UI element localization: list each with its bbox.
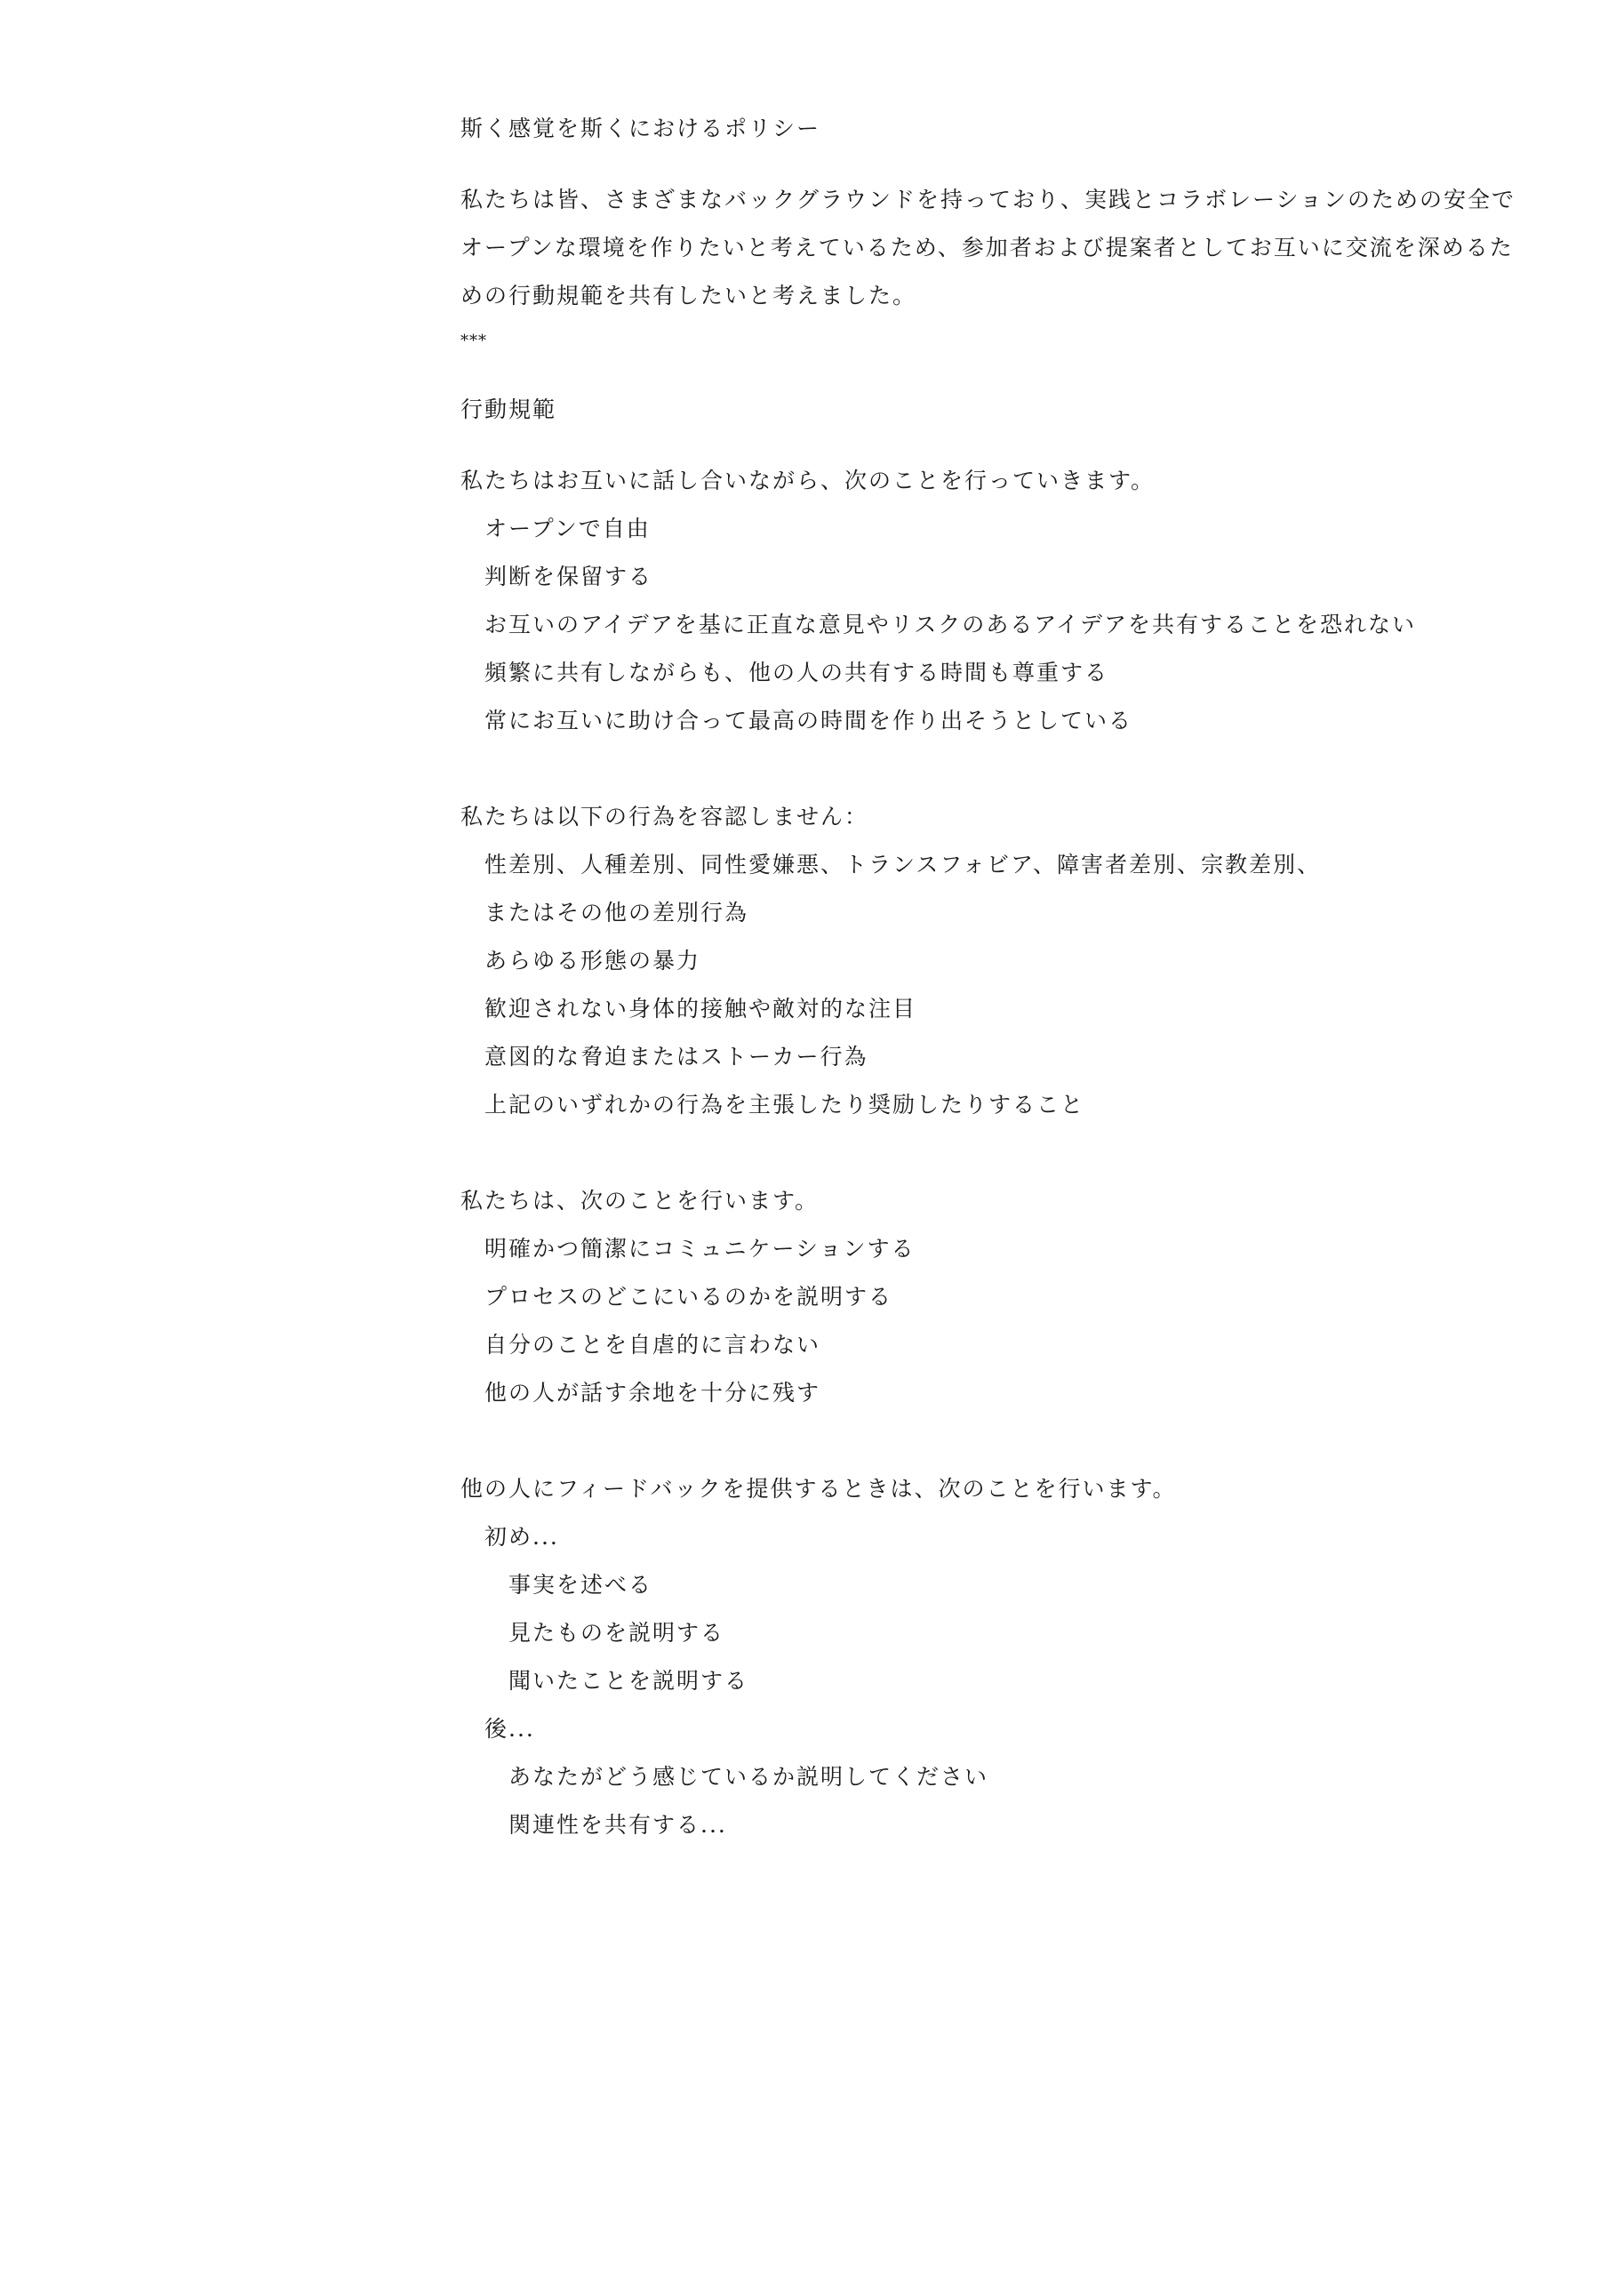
intro-line-1: 私たちは皆、さまざまなバックグラウンドを持っており、実践とコラボレーションのための安全で <box>460 187 1516 212</box>
section2-item: 性差別、人種差別、同性愛嫌悪、トランスフォビア、障害者差別、宗教差別、 <box>484 852 1322 878</box>
section1-item: 常にお互いに助け合って最高の時間を作り出そうとしている <box>484 708 1133 733</box>
section3-item: 他の人が話す余地を十分に残す <box>484 1380 821 1406</box>
section4-lead: 他の人にフィードバックを提供するときは、次のことを行います。 <box>460 1476 1177 1502</box>
first-item: 見たものを説明する <box>508 1620 725 1646</box>
first-item: 聞いたことを説明する <box>508 1668 749 1694</box>
section3-item: 自分のことを自虐的に言わない <box>484 1332 821 1358</box>
after-item: あなたがどう感じているか説明してください <box>508 1764 989 1790</box>
spacer <box>460 363 1527 386</box>
section2-item: あらゆる形態の暴力 <box>484 948 701 974</box>
section1-item: お互いのアイデアを基に正直な意見やリスクのあるアイデアを共有することを恐れない <box>484 612 1417 637</box>
section3-lead: 私たちは、次のことを行います。 <box>460 1188 820 1214</box>
section2-item: 歓迎されない身体的接触や敵対的な注目 <box>484 996 917 1022</box>
section-heading: 行動規範 <box>460 397 557 422</box>
spacer <box>460 434 1527 457</box>
first-label: 初め... <box>484 1524 559 1550</box>
spacer <box>460 1129 1527 1177</box>
section1-lead: 私たちはお互いに話し合いながら、次のことを行っていきます。 <box>460 468 1156 493</box>
section2-item: 上記のいずれかの行為を主張したり奨励したりすること <box>484 1092 1085 1118</box>
document-page <box>460 105 1527 1849</box>
section2-item: またはその他の差別行為 <box>484 900 749 926</box>
section2-lead: 私たちは以下の行為を容認しません： <box>460 804 869 829</box>
section1-item: 頻繁に共有しながらも、他の人の共有する時間も尊重する <box>484 660 1109 685</box>
section1-item: オープンで自由 <box>484 516 651 541</box>
spacer <box>460 153 1527 176</box>
first-item: 事実を述べる <box>508 1572 653 1598</box>
separator: *** <box>460 332 487 350</box>
section1-item: 判断を保留する <box>484 564 653 589</box>
section3-item: 明確かつ簡潔にコミュニケーションする <box>484 1236 916 1262</box>
section3-item: プロセスのどこにいるのかを説明する <box>484 1284 893 1310</box>
document-title: 斯く感覚を斯くにおけるポリシー <box>460 116 821 141</box>
intro-line-3: めの行動規範を共有したいと考えました。 <box>460 283 917 309</box>
section2-item: 意図的な脅迫またはストーカー行為 <box>484 1044 868 1070</box>
spacer <box>460 1417 1527 1465</box>
after-item: 関連性を共有する... <box>508 1812 727 1838</box>
intro-line-2: オープンな環境を作りたいと考えているため、参加者および提案者としてお互いに交流を深めるた <box>460 235 1514 260</box>
after-label: 後... <box>484 1716 535 1742</box>
spacer <box>460 745 1527 793</box>
